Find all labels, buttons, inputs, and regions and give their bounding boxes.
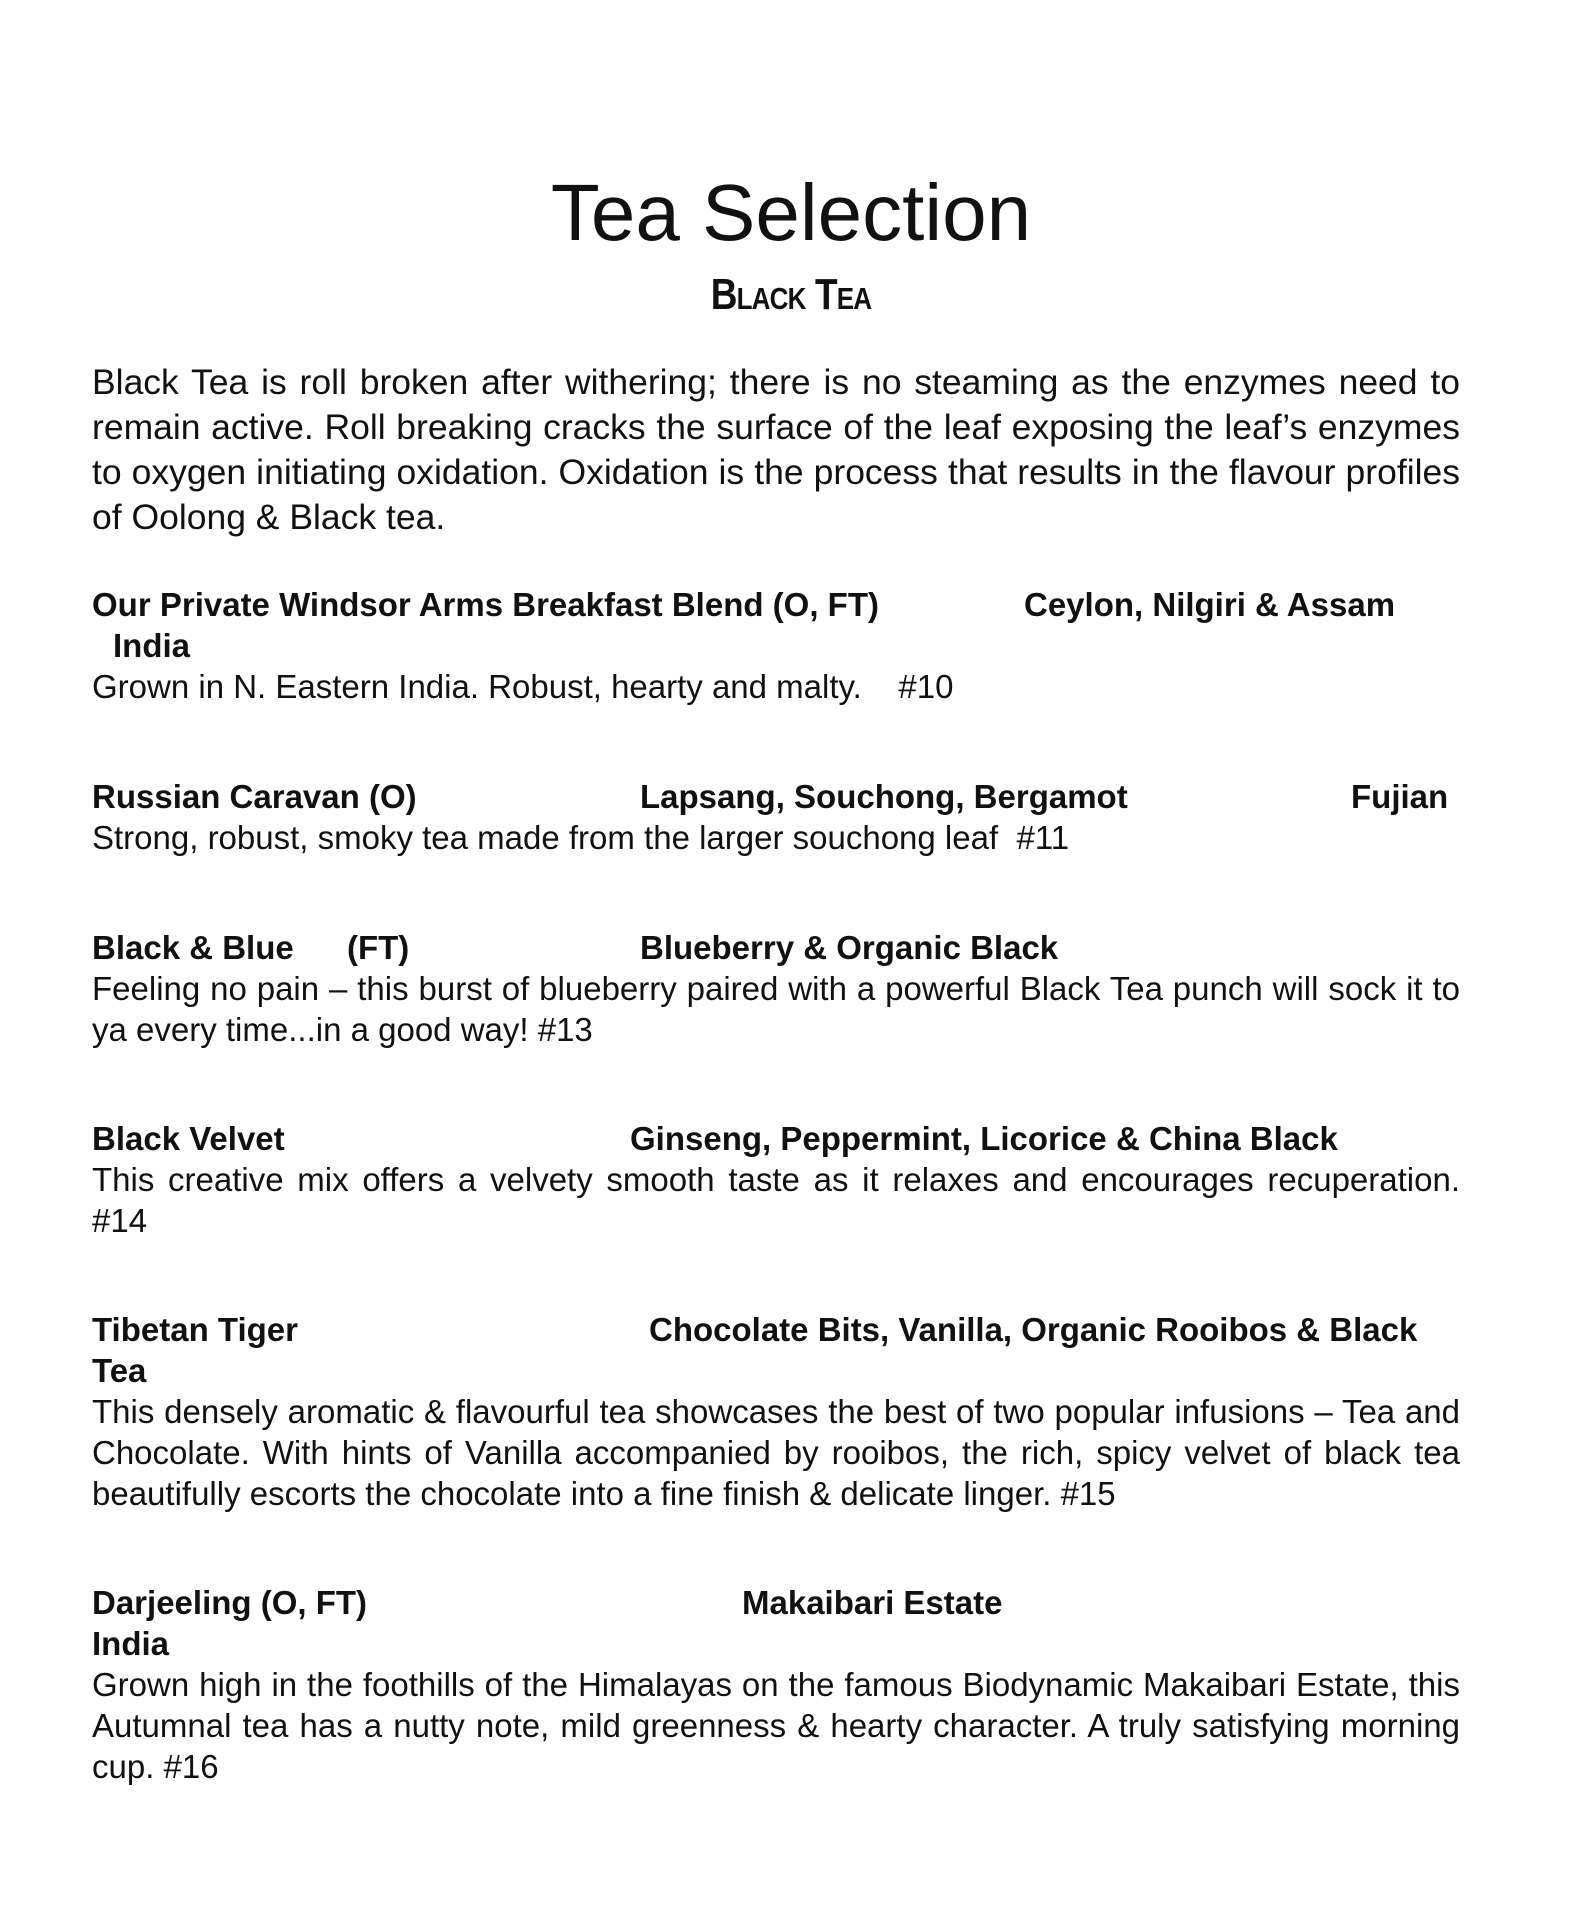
tea-entry: [92, 776, 1460, 858]
tea-heading: [92, 584, 1460, 625]
tea-origin: India: [92, 1625, 170, 1662]
tea-ingredients: Blueberry & Organic Black: [640, 929, 1059, 966]
tea-entry: [92, 1582, 1460, 1787]
tea-ingredients: Ceylon, Nilgiri & Assam: [1024, 586, 1396, 623]
tea-entry: [92, 1309, 1460, 1514]
tea-name: Russian Caravan (O): [92, 778, 417, 815]
tea-name: Black Velvet: [92, 1120, 285, 1157]
tea-tag: (FT): [347, 929, 410, 966]
tea-entry: [92, 584, 1460, 707]
tea-ingredients: Ginseng, Peppermint, Licorice & China Black: [630, 1120, 1338, 1157]
tea-description: Strong, robust, smoky tea made from the larger souchong leaf #11: [92, 819, 1070, 856]
tea-ingredients: Makaibari Estate: [742, 1584, 1003, 1621]
tea-name: Darjeeling (O, FT): [92, 1584, 368, 1621]
page-title: Tea Selection: [550, 168, 1032, 257]
tea-entry: [92, 927, 1460, 1050]
tea-origin: Fujian: [1351, 778, 1449, 815]
tea-description: Feeling no pain – this burst of blueberry paired with a powerful Black Tea punch will sock it to ya every time...in a good way! #13: [92, 970, 1460, 1048]
tea-name: Black & Blue: [92, 929, 294, 966]
section-subtitle: Black Tea: [710, 270, 872, 319]
tea-heading: [92, 927, 1460, 968]
tea-name: Tibetan Tiger: [92, 1311, 298, 1348]
intro-paragraph: Black Tea is roll broken after withering; there is no steaming as the enzymes need to remain active. Roll breaking cracks the surface of the leaf exposing the leaf’s enzymes to oxygen initiating oxidation. Oxidation is the process that results in the flavour profiles of Oolong & Black tea.: [92, 362, 1460, 537]
tea-heading: [92, 1309, 1460, 1350]
tea-ingredients: Lapsang, Souchong, Bergamot: [640, 778, 1128, 815]
tea-description: Grown in N. Eastern India. Robust, hearty and malty. #10: [92, 668, 954, 705]
tea-heading: [92, 776, 1460, 817]
tea-heading: [92, 1582, 1460, 1623]
tea-entry: [92, 1118, 1460, 1241]
tea-description: This densely aromatic & flavourful tea showcases the best of two popular infusions – Tea and Chocolate. With hints of Vanilla accompanied by rooibos, the rich, spicy velvet of black tea beautifully escorts the chocolate into a fine finish & delicate linger. #15: [92, 1393, 1460, 1512]
tea-description: Grown high in the foothills of the Himalayas on the famous Biodynamic Makaibari Estate, this Autumnal tea has a nutty note, mild greenness & hearty character. A truly satisfying morning cup. #16: [92, 1666, 1460, 1785]
tea-ingredients: Chocolate Bits, Vanilla, Organic Rooibos & Black: [649, 1311, 1418, 1348]
tea-ingredients-continued: Tea: [92, 1352, 147, 1389]
tea-heading: [92, 1118, 1460, 1159]
tea-description: This creative mix offers a velvety smooth taste as it relaxes and encourages recuperation. #14: [92, 1161, 1460, 1239]
tea-origin: India: [113, 627, 191, 664]
tea-name: Our Private Windsor Arms Breakfast Blend (O, FT): [92, 586, 879, 623]
